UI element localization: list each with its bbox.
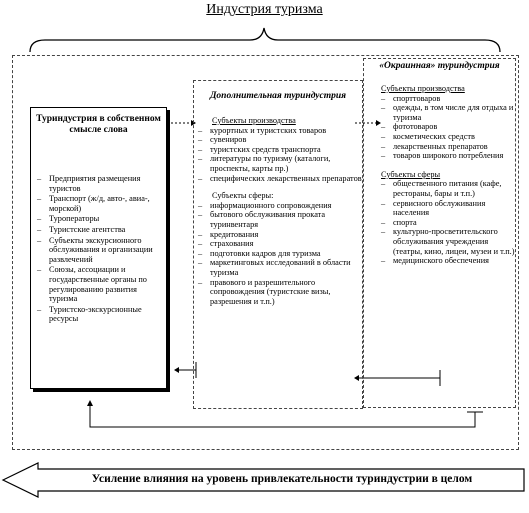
list-item: – специфических лекарственных препаратов [198, 174, 362, 184]
list-item: – Субъекты экскурсионного обслуживания и организации развлечений [37, 236, 162, 265]
additional-services-heading: Субъекты сферы: [212, 191, 274, 201]
boundary-production-heading: Субъекты производства [381, 84, 465, 93]
list-item: – Транспорт (ж/д, авто-, авиа-, морской) [37, 194, 162, 213]
list-item: – Союзы, ассоциации и государственные органы по регулированию развития туризма [37, 265, 162, 303]
list-item: – лекарственных препаратов [381, 142, 515, 152]
boundary-industry-box [363, 58, 516, 408]
top-brace [30, 28, 500, 52]
list-item: – сервисного обслуживания населения [381, 199, 515, 218]
list-item: – подготовки кадров для туризма [198, 249, 362, 259]
list-item: – общественного питания (кафе, рестораны, бары и т.п.) [381, 179, 515, 198]
list-item: – товаров широкого потребления [381, 151, 515, 161]
list-item: – спорттоваров [381, 94, 515, 104]
additional-industry-box [193, 80, 363, 409]
list-item: – правового и разрешительного сопровождения (туристские визы, разрешения и т.п.) [198, 278, 362, 307]
list-item: – Туристско-экскурсионные ресурсы [37, 305, 162, 324]
list-item: – косметических средств [381, 132, 515, 142]
boundary-services-heading: Субъекты сферы [381, 169, 441, 179]
list-item: – страхования [198, 239, 362, 249]
list-item: – сувениров [198, 135, 362, 145]
list-item: – курортных и туристских товаров [198, 126, 362, 136]
list-item: – туристских средств транспорта [198, 145, 362, 155]
core-industry-box [30, 107, 167, 389]
core-industry-title: Туриндустрия в собственном смысле слова [36, 114, 161, 135]
list-item: – медицинского обеспечения [381, 256, 515, 266]
list-item: – культурно-просветительского обслуживания учреждения (театры, кино, лицеи, музеи и т.п.) [381, 227, 515, 256]
additional-industry-title: Дополнительная туриндустрия [209, 91, 347, 101]
diagram-title: Индустрия туризма [206, 2, 323, 17]
boundary-industry-title: «Окраинная» туриндустрия [379, 61, 500, 71]
list-item: – бытового обслуживания проката туринвентаря [198, 210, 362, 229]
list-item: – спорта [381, 218, 515, 228]
additional-production-heading: Субъекты производства [212, 116, 296, 125]
list-item: – информационного сопровождения [198, 201, 362, 211]
list-item: – Предприятия размещения туристов [37, 174, 162, 193]
list-item: – литературы по туризму (каталоги, проспекты, карты пр.) [198, 154, 362, 173]
list-item: – маркетинговых исследований в области туризма [198, 258, 362, 277]
list-item: – одежды, в том числе для отдыха и туризма [381, 103, 515, 122]
list-item: – фототоваров [381, 122, 515, 132]
list-item: – Туристские агентства [37, 225, 162, 235]
list-item: – кредитования [198, 230, 362, 240]
influence-label: Усиление влияния на уровень привлекательности туриндустрии в целом [91, 473, 473, 485]
list-item: – Туроператоры [37, 214, 162, 224]
